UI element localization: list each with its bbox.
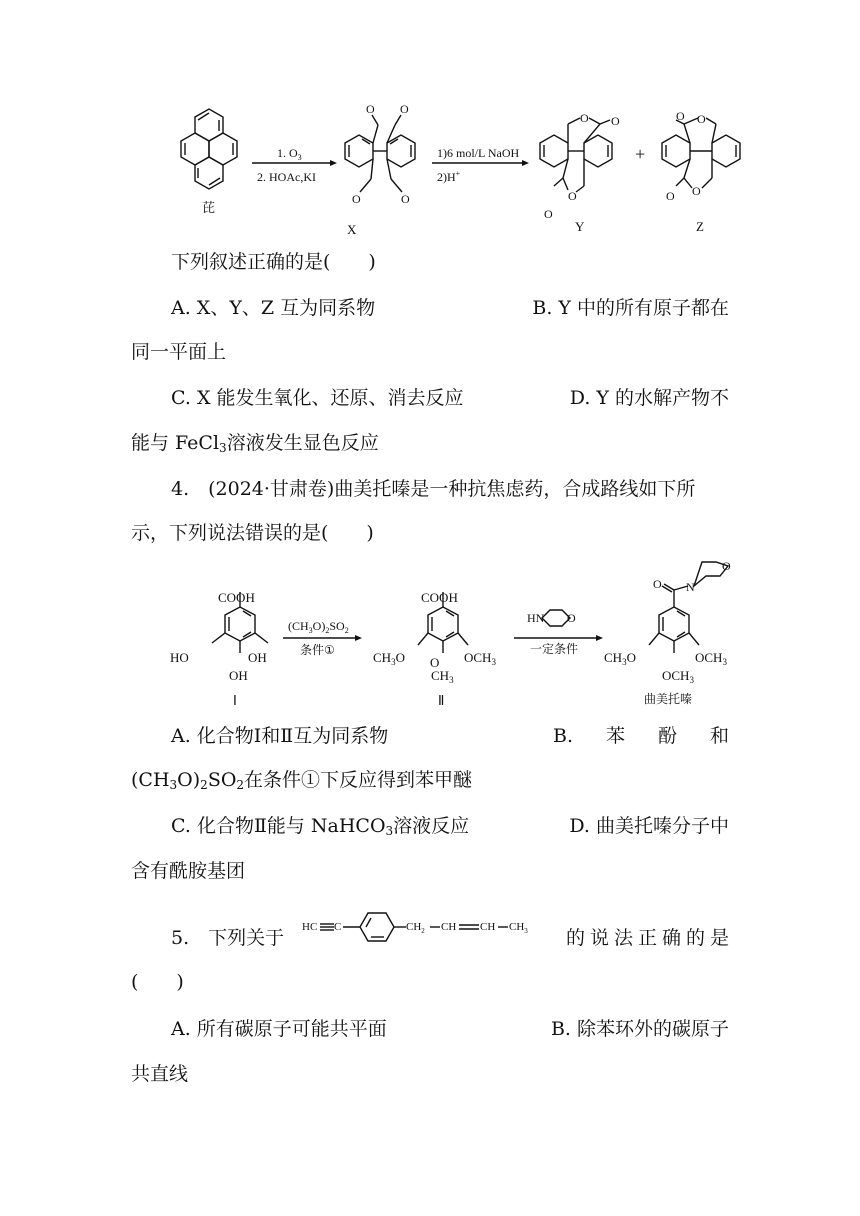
product-label: 曲美托嗪 — [644, 692, 693, 706]
q4-option-d-cont: 含有酰胺基团 — [131, 860, 246, 882]
i-oh-bottom: OH — [229, 668, 248, 683]
q5-options-ab — [171, 1017, 729, 1041]
morpholine-o: O — [567, 611, 576, 625]
z-atom-o-1: O — [676, 109, 685, 123]
x-atom-o-4: O — [401, 192, 410, 206]
compound-z-label: Z — [696, 219, 704, 234]
plus-sign: + — [635, 144, 646, 164]
arrowhead-step1 — [330, 160, 337, 166]
q4-option-b-cont: $(CH_3O)_2SO_2$在条件①下反应得到苯甲醚 — [131, 769, 473, 792]
q4-stem-line1: 4. (2024·甘肃卷)曲美托嗪是一种抗焦虑药，合成路线如下所 — [171, 478, 696, 500]
compound-y-label: Y — [575, 219, 585, 234]
y-atom-o-3: O — [544, 207, 553, 221]
y-atom-o-2: O — [611, 114, 620, 128]
condition-1: 条件① — [300, 643, 335, 657]
q4-option-a: A. 化合物Ⅰ和Ⅱ互为同系物 — [171, 725, 389, 747]
trimetozine-structure — [649, 562, 728, 653]
i-oh-right: OH — [248, 650, 267, 665]
product-n: N — [686, 580, 695, 594]
arrowhead-step2 — [522, 160, 529, 166]
q5-ch2: $CH_2$ — [406, 921, 425, 935]
q5-structure — [300, 906, 562, 946]
q3-option-b-cont: 同一平面上 — [131, 341, 227, 363]
compound-z-structure — [662, 118, 740, 188]
q3-options-ab — [171, 296, 729, 320]
ii-o-bottom: O — [430, 655, 440, 670]
step2-reagent-2: 2)H+ — [437, 169, 461, 184]
q4-option-d: D. 曲美托嗪分子中 — [569, 815, 729, 837]
x-atom-o-1: O — [366, 102, 375, 116]
q5-ch-1: CH — [441, 921, 457, 933]
i-ho: HO — [170, 650, 189, 665]
reagent-dimethyl-sulfate: $(CH_3O)_2SO_2$ — [288, 619, 349, 635]
q5-ch3: $CH_3$ — [509, 921, 528, 935]
ii-cooh: COOH — [421, 590, 458, 605]
i-cooh: COOH — [218, 590, 255, 605]
morpholine-hn: HN — [527, 611, 545, 625]
q5-c: C — [334, 921, 342, 933]
pyrene-label: 芘 — [202, 201, 216, 216]
z-atom-o-3: O — [666, 189, 675, 203]
compound-x-label: X — [347, 222, 357, 237]
q3-options-cd — [171, 386, 729, 410]
reaction-scheme-pyrene — [0, 0, 860, 245]
q4-stem-line2: 示，下列说法错误的是( ) — [131, 522, 374, 544]
q3-option-b: B. Y 中的所有原子都在 — [532, 297, 729, 319]
q4-option-c: C. 化合物Ⅱ能与 NaHCO$_3$溶液反应 — [171, 815, 470, 838]
q5-option-b-cont: 共直线 — [131, 1063, 189, 1085]
ii-och3-bottom: $CH_3$ — [431, 668, 454, 685]
q4-option-b-word: B. — [553, 725, 574, 747]
q3-stem: 下列叙述正确的是( ) — [171, 251, 376, 273]
step1-reagent-2: 2. HOAc,KI — [257, 170, 316, 184]
arrowhead-ii-product — [596, 635, 603, 641]
q3-option-a: A. X、Y、Z 互为同系物 — [171, 297, 376, 319]
q5-stem-line2: ( ) — [131, 971, 184, 993]
q5-stem-pre: 5. 下列关于 — [171, 927, 285, 949]
q4-option-b-word: 酚 — [657, 725, 677, 747]
compound-y-structure — [540, 118, 612, 192]
q5-option-a: A. 所有碳原子可能共平面 — [171, 1018, 387, 1040]
q5-option-b: B. 除苯环外的碳原子 — [550, 1018, 729, 1040]
ii-ch3o: $CH_3O$ — [373, 650, 405, 667]
q5-ch-2: CH — [480, 921, 496, 933]
x-atom-o-2: O — [400, 102, 409, 116]
condition-2: 一定条件 — [530, 642, 579, 656]
q4-options-cd — [171, 814, 729, 838]
compound-i-label: Ⅰ — [233, 694, 237, 709]
q4-options-ab — [171, 724, 729, 748]
ii-och3-right: $OCH_3$ — [464, 650, 496, 667]
compound-ii-label: Ⅱ — [438, 694, 445, 709]
q4-option-b-word: 苯 — [605, 725, 625, 747]
q3-option-c: C. X 能发生氧化、还原、消去反应 — [171, 387, 464, 409]
q3-option-d-cont: 能与 FeCl$_3$溶液发生显色反应 — [131, 432, 379, 455]
q5-hc: HC — [302, 921, 318, 933]
compound-x-structure — [345, 115, 415, 192]
step2-reagent-1: 1)6 mol/L NaOH — [437, 146, 520, 160]
pyrene-structure — [181, 109, 237, 189]
morpholine-reagent — [542, 610, 570, 626]
q5-stem-post: 的说法正确的是 — [566, 927, 729, 949]
product-och3-right: $OCH_3$ — [695, 650, 727, 667]
product-och3-bottom: $OCH_3$ — [662, 668, 694, 685]
step1-reagent-1: 1. $O_3$ — [277, 146, 302, 162]
product-ch3o: $CH_3O$ — [604, 650, 636, 667]
q5-benzene-ring — [343, 913, 406, 941]
q4-option-b-word: 和 — [709, 725, 729, 747]
z-atom-o-2: O — [697, 112, 706, 126]
arrowhead-i-ii — [355, 635, 362, 641]
product-carbonyl-o: O — [653, 577, 662, 591]
x-atom-o-3: O — [352, 192, 361, 206]
y-atom-o-4: O — [568, 189, 577, 203]
product-ring-o: O — [722, 559, 731, 573]
reaction-scheme-trimetozine — [0, 560, 860, 720]
y-atom-o-1: O — [580, 111, 589, 125]
q4-option-b — [553, 724, 729, 748]
z-atom-o-4: O — [692, 184, 701, 198]
q3-option-d: D. Y 的水解产物不 — [569, 387, 729, 409]
